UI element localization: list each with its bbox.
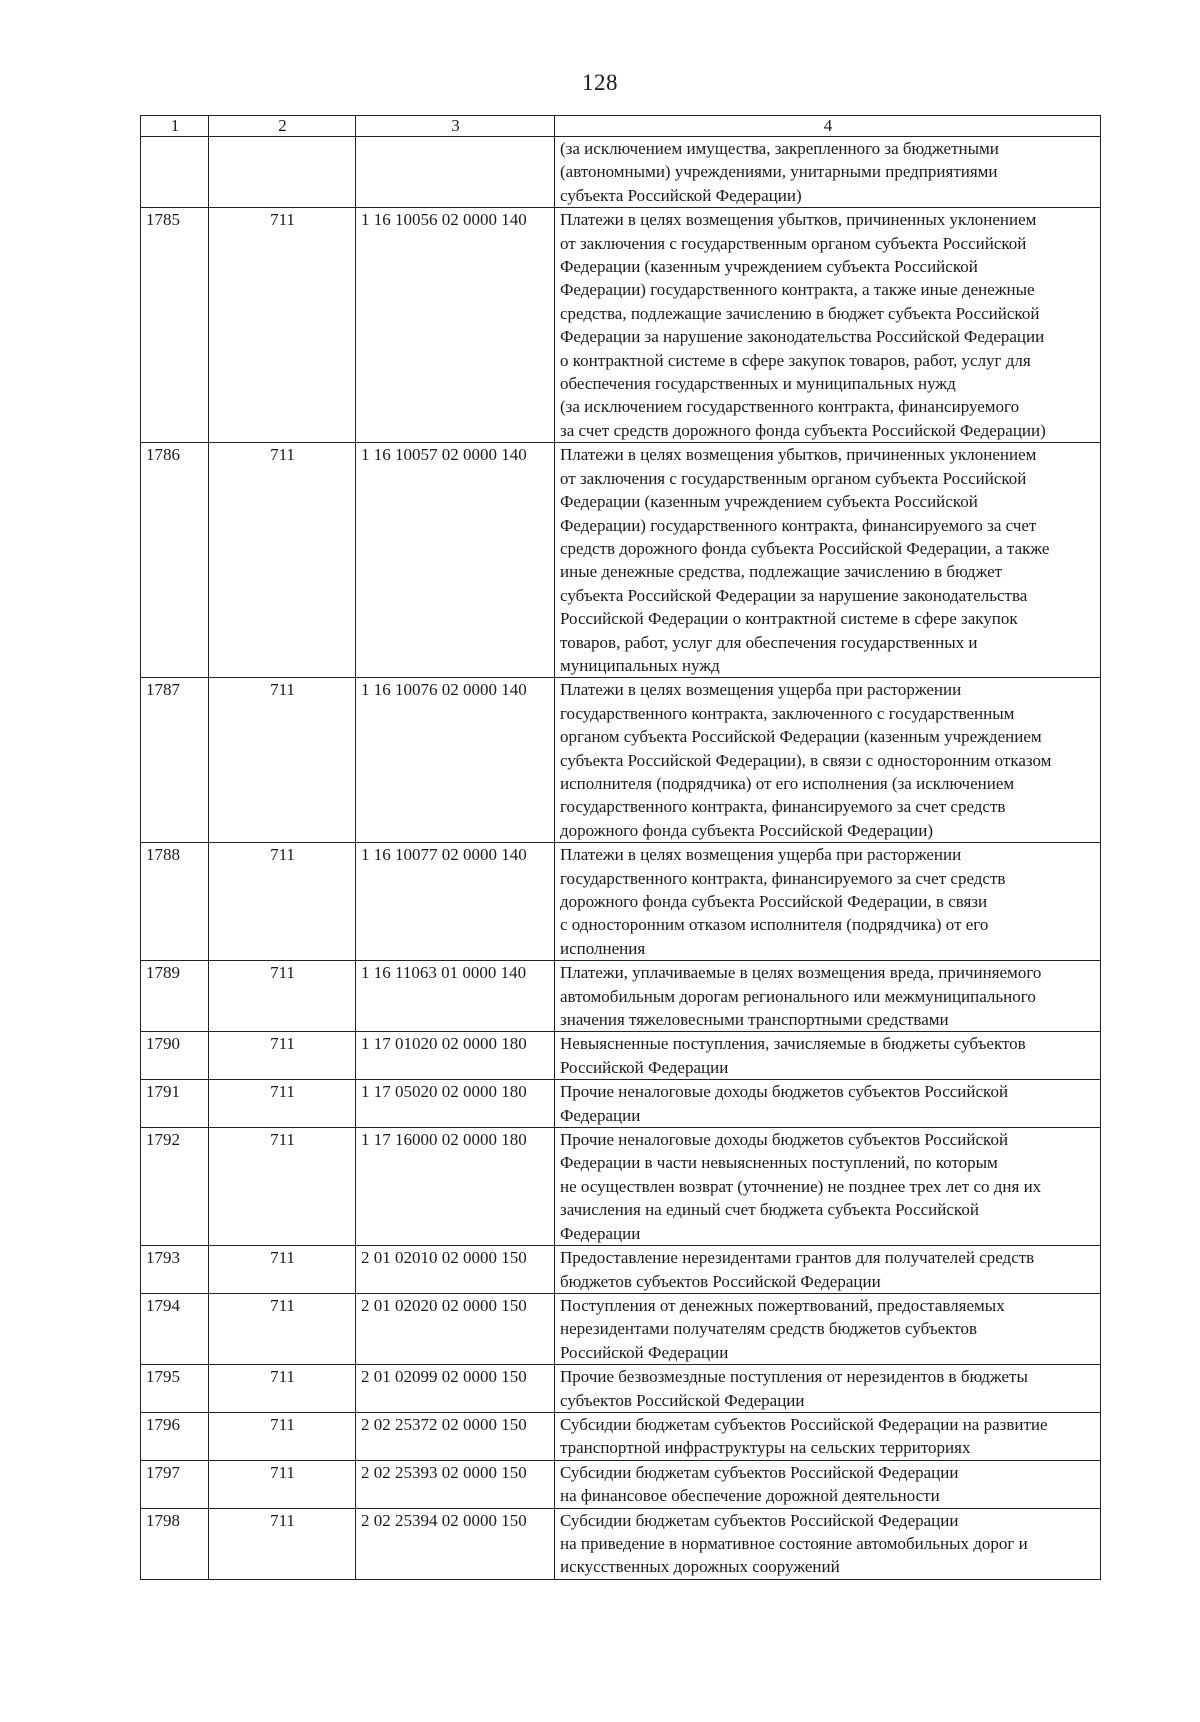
description-line: от заключения с государственным органом субъекта Российской	[560, 233, 1027, 253]
description-line: обеспечения государственных и муниципальных нужд	[560, 374, 956, 394]
budget-classification-code-cell: 1 16 10076 02 0000 140	[356, 678, 555, 843]
income-description-cell	[555, 1412, 1101, 1460]
budget-classification-code-cell: 2 01 02099 02 0000 150	[356, 1365, 555, 1413]
description-line: от заключения с государственным органом субъекта Российской	[560, 468, 1027, 488]
description-line: Платежи в целях возмещения ущерба при расторжении	[560, 845, 962, 865]
income-description-cell	[555, 1128, 1101, 1246]
budget-classification-code-cell: 1 17 01020 02 0000 180	[356, 1032, 555, 1080]
column-header-2: 2	[209, 116, 356, 137]
description-line: Федерации за нарушение законодательства Российской Федерации	[560, 327, 1045, 347]
admin-code-cell: 711	[209, 443, 356, 678]
row-number-cell: 1789	[141, 961, 209, 1032]
table-row	[141, 961, 1101, 1032]
description-line: Федерации (казенным учреждением субъекта Российской	[560, 492, 978, 512]
income-description-cell	[555, 1080, 1101, 1128]
description-line: Поступления от денежных пожертвований, предоставляемых	[560, 1295, 1005, 1315]
description-line: Прочие безвозмездные поступления от нерезидентов в бюджеты	[560, 1367, 1028, 1387]
description-line: средства, подлежащие зачислению в бюджет субъекта Российской	[560, 303, 1040, 323]
description-line: (за исключением государственного контракта, финансируемого	[560, 397, 1020, 417]
row-number-cell: 1785	[141, 208, 209, 443]
income-description-cell	[555, 1365, 1101, 1413]
description-line: дорожного фонда субъекта Российской Федерации)	[560, 820, 934, 840]
row-number-cell: 1797	[141, 1460, 209, 1508]
description-line: транспортной инфраструктуры на сельских территориях	[560, 1438, 971, 1458]
description-line: с односторонним отказом исполнителя (подрядчика) от его	[560, 915, 989, 935]
table-row	[141, 1032, 1101, 1080]
description-line: Субсидии бюджетам субъектов Российской Федерации на развитие	[560, 1414, 1048, 1434]
budget-classification-code-cell: 2 02 25393 02 0000 150	[356, 1460, 555, 1508]
income-description-cell	[555, 137, 1101, 208]
description-line: нерезидентами получателям средств бюджетов субъектов	[560, 1319, 977, 1339]
description-line: Платежи в целях возмещения убытков, причиненных уклонением	[560, 445, 1037, 465]
description-line: дорожного фонда субъекта Российской Федерации, в связи	[560, 892, 988, 911]
description-line: Платежи в целях возмещения ущерба при расторжении	[560, 680, 962, 700]
description-line: исполнения	[560, 938, 646, 958]
budget-revenue-table	[140, 115, 1101, 1580]
income-description-cell	[555, 443, 1101, 678]
description-line: средств дорожного фонда субъекта Российской Федерации, а также	[560, 538, 1050, 558]
budget-classification-code-cell: 1 16 11063 01 0000 140	[356, 961, 555, 1032]
description-line: субъекта Российской Федерации за нарушение законодательства	[560, 585, 1028, 605]
admin-code-cell: 711	[209, 1128, 356, 1246]
income-description-cell	[555, 678, 1101, 843]
description-line: на финансовое обеспечение дорожной деятельности	[560, 1486, 940, 1506]
admin-code-cell: 711	[209, 1293, 356, 1364]
admin-code-cell: 711	[209, 843, 356, 961]
description-line: муниципальных нужд	[560, 655, 720, 675]
description-line: Платежи в целях возмещения убытков, причиненных уклонением	[560, 210, 1037, 230]
income-description-cell	[555, 843, 1101, 961]
income-description-cell	[555, 1508, 1101, 1579]
budget-classification-code-cell: 1 16 10056 02 0000 140	[356, 208, 555, 443]
table-row	[141, 678, 1101, 843]
description-line: субъекта Российской Федерации)	[560, 185, 802, 205]
description-line: Федерации в части невыясненных поступлений, по которым	[560, 1153, 998, 1173]
table-row	[141, 1460, 1101, 1508]
description-line: исполнителя (подрядчика) от его исполнения (за исключением	[560, 773, 1015, 793]
row-number-cell	[141, 137, 209, 208]
description-line: государственного контракта, финансируемого за счет средств	[560, 868, 1006, 888]
income-description-cell	[555, 1460, 1101, 1508]
description-line: за счет средств дорожного фонда субъекта Российской Федерации)	[560, 420, 1046, 440]
budget-classification-code-cell: 2 01 02020 02 0000 150	[356, 1293, 555, 1364]
table-row	[141, 1246, 1101, 1294]
budget-classification-code-cell: 2 01 02010 02 0000 150	[356, 1246, 555, 1294]
row-number-cell: 1792	[141, 1128, 209, 1246]
description-line: (автономными) учреждениями, унитарными предприятиями	[560, 162, 998, 182]
admin-code-cell: 711	[209, 1460, 356, 1508]
description-line: бюджетов субъектов Российской Федерации	[560, 1271, 881, 1291]
description-line: товаров, работ, услуг для обеспечения государственных и	[560, 632, 978, 652]
income-description-cell	[555, 1032, 1101, 1080]
column-header-3: 3	[356, 116, 555, 137]
admin-code-cell	[209, 137, 356, 208]
row-number-cell: 1795	[141, 1365, 209, 1413]
row-number-cell: 1791	[141, 1080, 209, 1128]
budget-classification-code-cell: 1 16 10057 02 0000 140	[356, 443, 555, 678]
table-row	[141, 1293, 1101, 1364]
description-line: органом субъекта Российской Федерации (казенным учреждением	[560, 727, 1042, 747]
page-number: 128	[582, 70, 618, 95]
budget-classification-code-cell: 1 17 16000 02 0000 180	[356, 1128, 555, 1246]
description-line: значения тяжеловесными транспортными средствами	[560, 1010, 949, 1030]
admin-code-cell: 711	[209, 1032, 356, 1080]
table-body	[141, 137, 1101, 1580]
description-line: Субсидии бюджетам субъектов Российской Федерации	[560, 1510, 959, 1530]
column-header-1: 1	[141, 116, 209, 137]
description-line: Федерации) государственного контракта, а также иные денежные	[560, 280, 1035, 300]
table-row	[141, 1365, 1101, 1413]
table-header-row	[141, 116, 1101, 137]
description-line: Российской Федерации о контрактной системе в сфере закупок	[560, 609, 1018, 629]
income-description-cell	[555, 1246, 1101, 1294]
table-row	[141, 843, 1101, 961]
description-line: иные денежные средства, подлежащие зачислению в бюджет	[560, 562, 1003, 582]
income-description-cell	[555, 1293, 1101, 1364]
budget-classification-code-cell: 2 02 25394 02 0000 150	[356, 1508, 555, 1579]
row-number-cell: 1794	[141, 1293, 209, 1364]
admin-code-cell: 711	[209, 961, 356, 1032]
description-line: государственного контракта, финансируемого за счет средств	[560, 797, 1006, 817]
row-number-cell: 1793	[141, 1246, 209, 1294]
description-line: Федерации	[560, 1223, 641, 1243]
table-row	[141, 443, 1101, 678]
table-row	[141, 1080, 1101, 1128]
description-line: Прочие неналоговые доходы бюджетов субъектов Российской	[560, 1130, 1009, 1150]
table-row	[141, 1412, 1101, 1460]
admin-code-cell: 711	[209, 1365, 356, 1413]
table-row	[141, 1128, 1101, 1246]
description-line: Субсидии бюджетам субъектов Российской Федерации	[560, 1462, 959, 1482]
row-number-cell: 1786	[141, 443, 209, 678]
admin-code-cell: 711	[209, 208, 356, 443]
row-number-cell: 1788	[141, 843, 209, 961]
description-line: на приведение в нормативное состояние автомобильных дорог и	[560, 1533, 1028, 1553]
income-description-cell	[555, 961, 1101, 1032]
description-line: зачисления на единый счет бюджета субъекта Российской	[560, 1200, 979, 1220]
row-number-cell: 1798	[141, 1508, 209, 1579]
description-line: субъектов Российской Федерации	[560, 1390, 805, 1410]
description-line: Невыясненные поступления, зачисляемые в бюджеты субъектов	[560, 1034, 1026, 1054]
income-description-cell	[555, 208, 1101, 443]
budget-classification-code-cell	[356, 137, 555, 208]
column-header-4: 4	[555, 116, 1101, 137]
description-line: субъекта Российской Федерации), в связи с односторонним отказом	[560, 750, 1052, 770]
row-number-cell: 1787	[141, 678, 209, 843]
description-line: не осуществлен возврат (уточнение) не позднее трех лет со дня их	[560, 1176, 1042, 1196]
table-row	[141, 1508, 1101, 1579]
budget-classification-code-cell: 1 17 05020 02 0000 180	[356, 1080, 555, 1128]
description-line: (за исключением имущества, закрепленного за бюджетными	[560, 139, 999, 158]
admin-code-cell: 711	[209, 678, 356, 843]
row-number-cell: 1790	[141, 1032, 209, 1080]
budget-classification-code-cell: 1 16 10077 02 0000 140	[356, 843, 555, 961]
admin-code-cell: 711	[209, 1080, 356, 1128]
description-line: государственного контракта, заключенного с государственным	[560, 703, 1015, 723]
admin-code-cell: 711	[209, 1508, 356, 1579]
description-line: Российской Федерации	[560, 1342, 729, 1362]
description-line: искусственных дорожных сооружений	[560, 1557, 840, 1577]
description-line: автомобильным дорогам регионального или межмуниципального	[560, 986, 1036, 1006]
budget-classification-code-cell: 2 02 25372 02 0000 150	[356, 1412, 555, 1460]
table-row	[141, 208, 1101, 443]
description-line: Платежи, уплачиваемые в целях возмещения вреда, причиняемого	[560, 963, 1042, 983]
table-row	[141, 137, 1101, 208]
description-line: Федерации) государственного контракта, финансируемого за счет	[560, 515, 1037, 535]
description-line: о контрактной системе в сфере закупок товаров, работ, услуг для	[560, 350, 1031, 370]
admin-code-cell: 711	[209, 1412, 356, 1460]
description-line: Федерации	[560, 1105, 641, 1125]
description-line: Прочие неналоговые доходы бюджетов субъектов Российской	[560, 1082, 1009, 1102]
row-number-cell: 1796	[141, 1412, 209, 1460]
description-line: Российской Федерации	[560, 1057, 729, 1077]
description-line: Федерации (казенным учреждением субъекта Российской	[560, 257, 978, 277]
admin-code-cell: 711	[209, 1246, 356, 1294]
description-line: Предоставление нерезидентами грантов для получателей средств	[560, 1248, 1035, 1268]
